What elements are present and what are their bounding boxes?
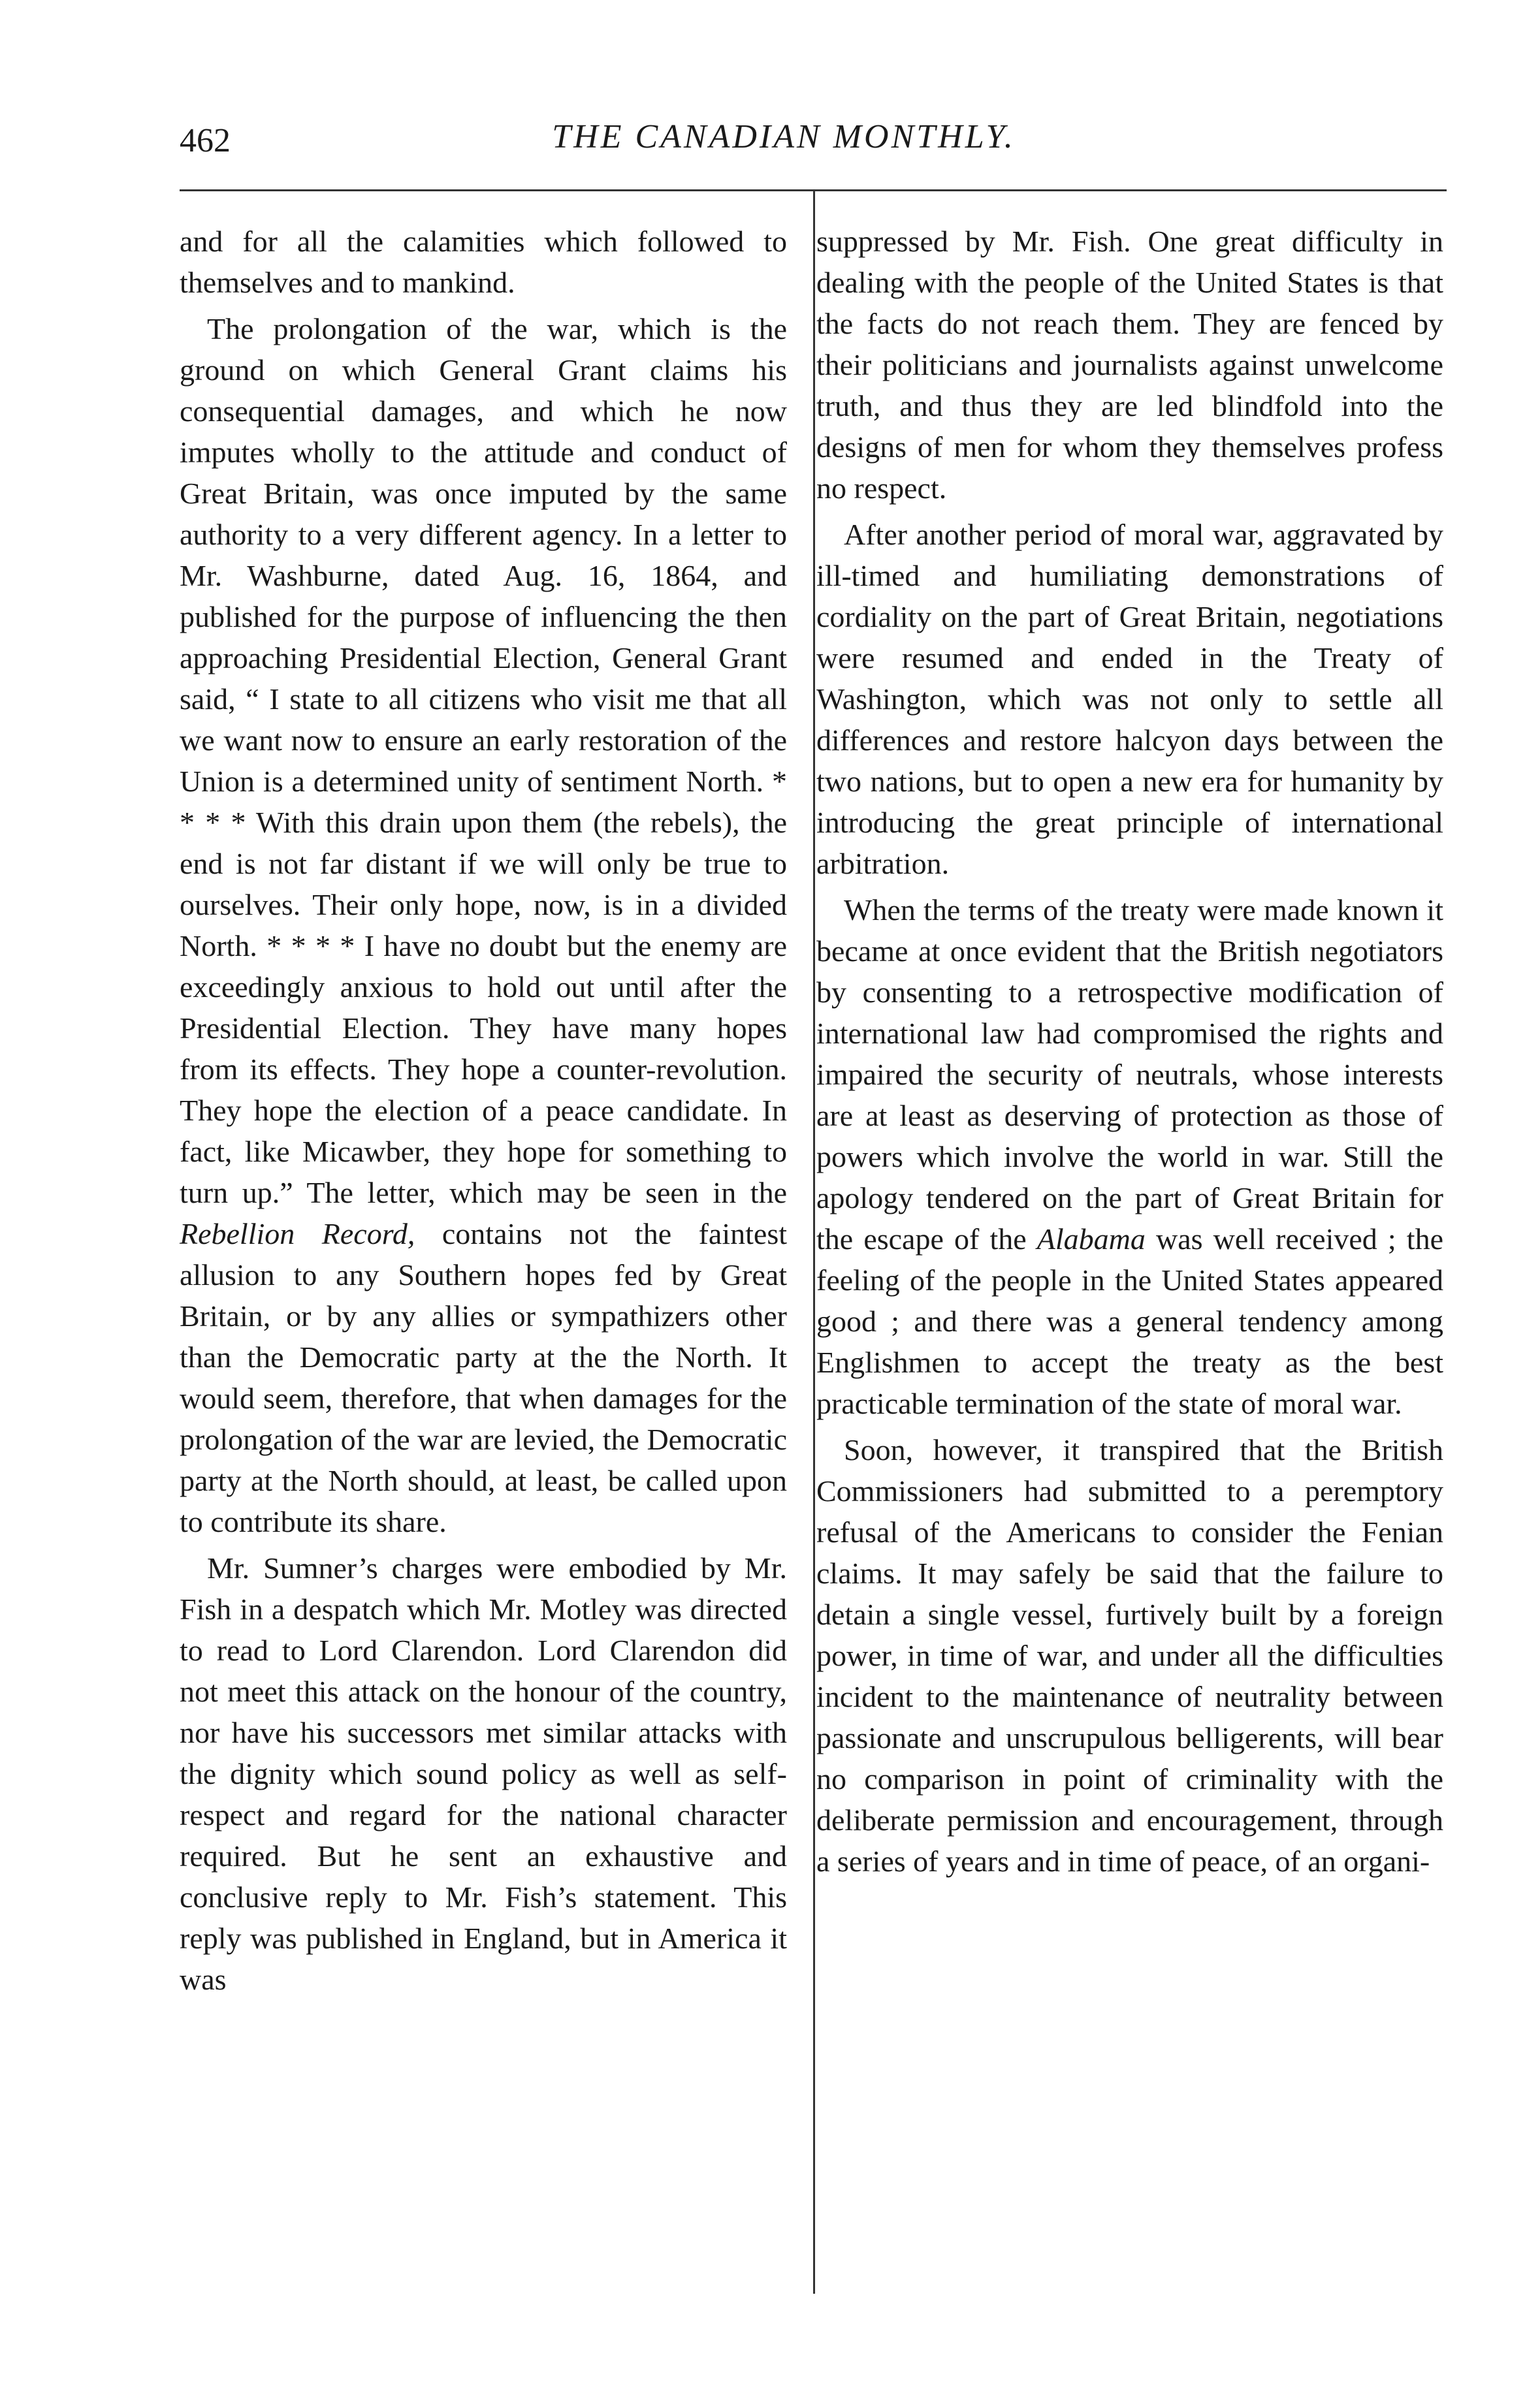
right-paragraph-2: After another period of moral war, aggravated by ill-timed and humiliating demonstrations of cordiality on the part of Great Britain, negotiations were resumed and ended in the Treaty of Washington, which was not only to settle all differences and restore halcyon days between the two nations, but to open a new era for humanity by introducing the great principle of international arbitration. bbox=[816, 518, 1443, 880]
left-paragraph-2-text: The prolongation of the war, which is the ground on which General Grant claims his consequential damages, and which he now imputes wholly to the attitude and conduct of Great Britain, was once imputed by the same authority to a very different agency. In a letter to Mr. Washburne, dated Aug. 16, 1864, and published for the purpose of influencing the then approaching Presidential Election, General Grant said, “ I state to all citizens who visit me that all we want now to ensure an early restoration of the Union is a determined unity of sentiment North. * * * * With this drain upon them (the rebels), the end is not far distant if we will only be true to ourselves. Their only hope, now, is in a divided North. * * * * I have no doubt but the enemy are exceedingly anxious to hold out until after the Presidential Election. They have many hopes from its effects. They hope a counter-revolution. They hope the election of a peace candidate. In fact, like Micawber, they hope for something to turn up.” The letter, which may be seen in the bbox=[180, 312, 787, 1209]
left-column bbox=[180, 221, 787, 2000]
right-paragraph-3-end: was well received ; the feeling of the people in the United States appeared good ; and there was a general tendency among Englishmen to accept the treaty as the best practicable termination of the state of moral war. bbox=[816, 1222, 1443, 1420]
left-paragraph-1: and for all the calamities which followed to themselves and to mankind. bbox=[180, 225, 787, 299]
rebellion-record-title: Rebellion Record, bbox=[180, 1217, 415, 1250]
left-paragraph-2 bbox=[180, 308, 787, 1542]
left-paragraph-3: Mr. Sumner’s charges were embodied by Mr. Fish in a despatch which Mr. Motley was directed to read to Lord Clarendon. Lord Clarendon did not meet this attack on the honour of the country, nor have his successors met similar attacks with the dignity which sound policy as well as self-respect and regard for the national character required. But he sent an exhaustive and conclusive reply to Mr. Fish’s statement. This reply was published in England, but in America it was bbox=[180, 1551, 787, 1996]
right-paragraph-1: suppressed by Mr. Fish. One great difficulty in dealing with the people of the United States is that the facts do not reach them. They are fenced by their politicians and journalists against unwelcome truth, and thus they are led blindfold into the designs of men for whom they themselves profess no respect. bbox=[816, 225, 1443, 505]
column-divider bbox=[813, 191, 815, 2294]
left-paragraph-2-end: contains not the faintest allusion to any Southern hopes fed by Great Britain, or by any allies or sympathizers other than the Democratic party at the the North. It would seem, therefore, that when damages for the prolongation of the war are levied, the Democratic party at the North should, at least, be called upon to contribute its share. bbox=[180, 1217, 787, 1538]
right-column bbox=[816, 221, 1443, 1882]
running-title: THE CANADIAN MONTHLY. bbox=[552, 118, 1016, 155]
right-paragraph-3 bbox=[816, 889, 1443, 1424]
alabama-name: Alabama bbox=[1036, 1222, 1146, 1256]
right-paragraph-3-text: When the terms of the treaty were made known it became at once evident that the British negotiators by consenting to a retrospective modification of international law had compromised the rights and impaired the security of neutrals, whose interests are at least as deserving of protection as those of powers which involve the world in war. Still the apology tendered on the part of Great Britain for the escape of the bbox=[816, 893, 1443, 1256]
right-paragraph-4: Soon, however, it transpired that the British Commissioners had submitted to a peremptory refusal of the Americans to consider the Fenian claims. It may safely be said that the failure to detain a single vessel, furtively built by a foreign power, in time of war, and under all the difficulties incident to the maintenance of neutrality between passionate and unscrupulous belligerents, will bear no comparison in point of criminality with the deliberate permission and encouragement, through a series of years and in time of peace, of an organi- bbox=[816, 1433, 1443, 1878]
page-number: 462 bbox=[180, 122, 231, 159]
